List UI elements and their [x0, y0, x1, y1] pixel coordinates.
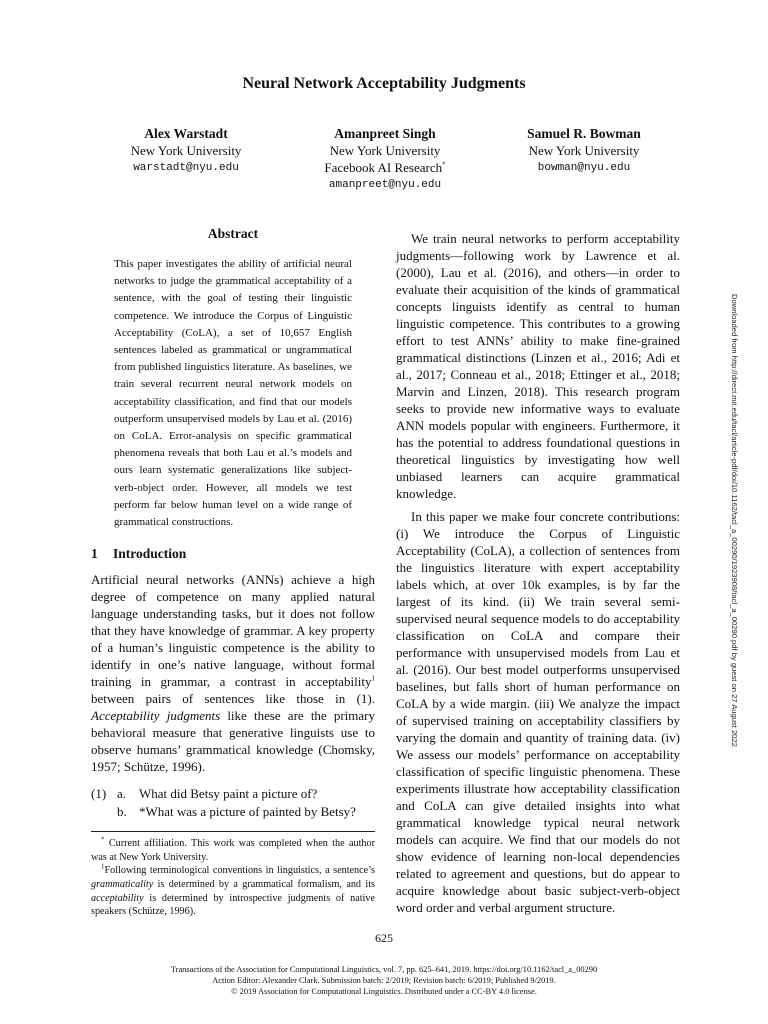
- footer-editor: Action Editor: Alexander Clark. Submission batch: 2/2019; Revision batch: 6/2019; Published 9/2019.: [212, 976, 556, 985]
- footnote-mark: 1: [101, 863, 105, 872]
- section-number: 1: [91, 546, 98, 562]
- right-column: [396, 230, 680, 916]
- left-column: [91, 226, 375, 919]
- paper-title: Neural Network Acceptability Judgments: [242, 75, 526, 92]
- example-label: a.: [117, 786, 127, 802]
- intro-paragraph: [91, 571, 375, 775]
- author-block-warstadt: [86, 125, 286, 178]
- author-email[interactable]: warstadt@nyu.edu: [133, 162, 239, 174]
- section-title: Introduction: [113, 546, 187, 562]
- footnote-1: [91, 864, 375, 918]
- footnote-text: is determined by introspective judgments of native speakers (Schütze, 1996).: [91, 892, 375, 918]
- author-block-bowman: [484, 125, 684, 178]
- italic-term: Acceptability judgments: [91, 708, 221, 724]
- author-affiliation: New York University: [130, 143, 242, 158]
- download-stamp: [732, 294, 746, 764]
- author-name: Samuel R. Bowman: [527, 126, 641, 141]
- italic-term: grammaticality: [91, 879, 154, 891]
- text-run: Artificial neural networks (ANNs) achieve a high degree of competence on many applied natural language understanding tasks, but it does not follow that they have knowledge of grammar. A key property of a human’s linguistic competence is the ability to identify in one’s native language, without formal training in grammar, a contrast in acceptability: [91, 572, 375, 690]
- example-sentence: *What was a picture of painted by Betsy?: [139, 804, 356, 820]
- download-stamp-text: Downloaded from http://direct.mit.edu/tacl/article-pdf/doi/10.1162/tacl_a_00290/1923908/tacl_a_00290.pdf by guest on 27 August 2022: [730, 294, 739, 747]
- example-row-b: [117, 803, 375, 821]
- example-sentence: What did Betsy paint a picture of?: [139, 786, 318, 802]
- footnote-text: Current affiliation. This work was completed when the author was at New York University.: [91, 838, 376, 863]
- example-label: b.: [117, 804, 127, 820]
- text-run: between pairs of sentences like those in (1).: [91, 691, 375, 707]
- footer-license: © 2019 Association for Computational Linguistics. Distributed under a CC-BY 4.0 license.: [231, 987, 537, 996]
- author-email[interactable]: amanpreet@nyu.edu: [328, 179, 442, 191]
- footnote-star: [91, 837, 375, 864]
- author-affiliation-secondary: [285, 159, 485, 176]
- author-name: Alex Warstadt: [144, 126, 228, 141]
- text-run: like these are the primary behavioral measure that generative linguists use to observe humans’ grammatical knowledge (Chomsky, 1957; Schütze, 1996).: [91, 708, 375, 775]
- author-name: Amanpreet Singh: [334, 126, 436, 141]
- body-paragraph-2: In this paper we make four concrete contributions: (i) We introduce the Corpus of Linguistic Acceptability (CoLA), a collection of sentences from the linguistics literature with expert acceptability labels which, at over 10k examples, is by far the largest of its kind. (ii) We train several semi-supervised neural sequence models to do acceptability classification on CoLA and compare their performance with unsupervised models from Lau et al. (2016). Our best model outperforms unsupervised baselines, but falls short of human performance on CoLA by a wide margin. (iii) We analyze the impact of supervised training on acceptability classifiers by varying the domain and quantity of training data. (iv) We assess our models’ performance on acceptability classification of specific linguistic phenomena. These experiments illustrate how acceptability classification and CoLA can give detailed insights into what grammatical knowledge typical neural network models can acquire. We find that our models do not show evidence of learning non-local dependencies related to agreement and questions, but do appear to acquire knowledge about basic subject-verb-object word order and verbal argument structure.: [396, 509, 680, 915]
- body-paragraph-1: We train neural networks to perform acceptability judgments—following work by Lawrence et al. (2000), Lau et al. (2016), and others—in order to evaluate their acquisition of the kinds of grammatical concepts linguists identify as central to human linguistic competence. This contributes to a growing effort to test ANNs’ ability to make fine-grained grammatical distinctions (Linzen et al., 2016; Adi et al., 2017; Conneau et al., 2018; Ettinger et al., 2018; Marvin and Linzen, 2018). This research program seeks to provide new informative ways to evaluate ANN models popular with engineers. Furthermore, it has the potential to address foundational questions in theoretical linguistics by investigating how well unbiased learners can acquire grammatical knowledge.: [396, 231, 680, 501]
- footnote-mark: *: [101, 835, 105, 844]
- footnote-mark[interactable]: 1: [371, 674, 375, 683]
- author-affiliation: New York University: [528, 143, 640, 158]
- footnote-text: is determined by a grammatical formalism, and its: [153, 879, 375, 891]
- page-number: 625: [375, 931, 393, 945]
- author-block-singh: [285, 125, 485, 195]
- author-email[interactable]: bowman@nyu.edu: [537, 162, 631, 174]
- affiliation-text: Facebook AI Research: [324, 160, 443, 175]
- example-number: (1): [91, 786, 107, 802]
- example-row-a: [91, 785, 375, 803]
- example-sentences: [91, 785, 375, 821]
- author-affiliation: New York University: [329, 143, 441, 158]
- italic-term: acceptability: [91, 892, 144, 904]
- footer-citation: Transactions of the Association for Computational Linguistics, vol. 7, pp. 625–641, 2019. https://doi.org/10.1162/tacl_a_00290: [170, 965, 598, 974]
- abstract-heading: Abstract: [207, 226, 259, 241]
- affiliation-footnote-mark: *: [442, 160, 446, 169]
- page-footer: [0, 964, 768, 997]
- footnotes: [91, 831, 375, 919]
- footnote-text: Following terminological conventions in linguistics, a sentence’s: [104, 865, 375, 877]
- abstract-text: This paper investigates the ability of artificial neural networks to judge the grammatical acceptability of a sentence, with the goal of testing their linguistic competence. We introduce the Corpus of Linguistic Acceptability (CoLA), a set of 10,657 English sentences labeled as grammatical or ungrammatical from published linguistics literature. As baselines, we train several recurrent neural network models on acceptability classification, and find that our models outperform unsupervised models by Lau et al. (2016) on CoLA. Error-analysis on specific grammatical phenomena reveals that both Lau et al.’s models and ours learn systematic generalizations like subject-verb-object order. However, all models we test perform far below human level on a wide range of grammatical constructions.: [114, 258, 352, 529]
- section-heading-introduction: [91, 546, 375, 562]
